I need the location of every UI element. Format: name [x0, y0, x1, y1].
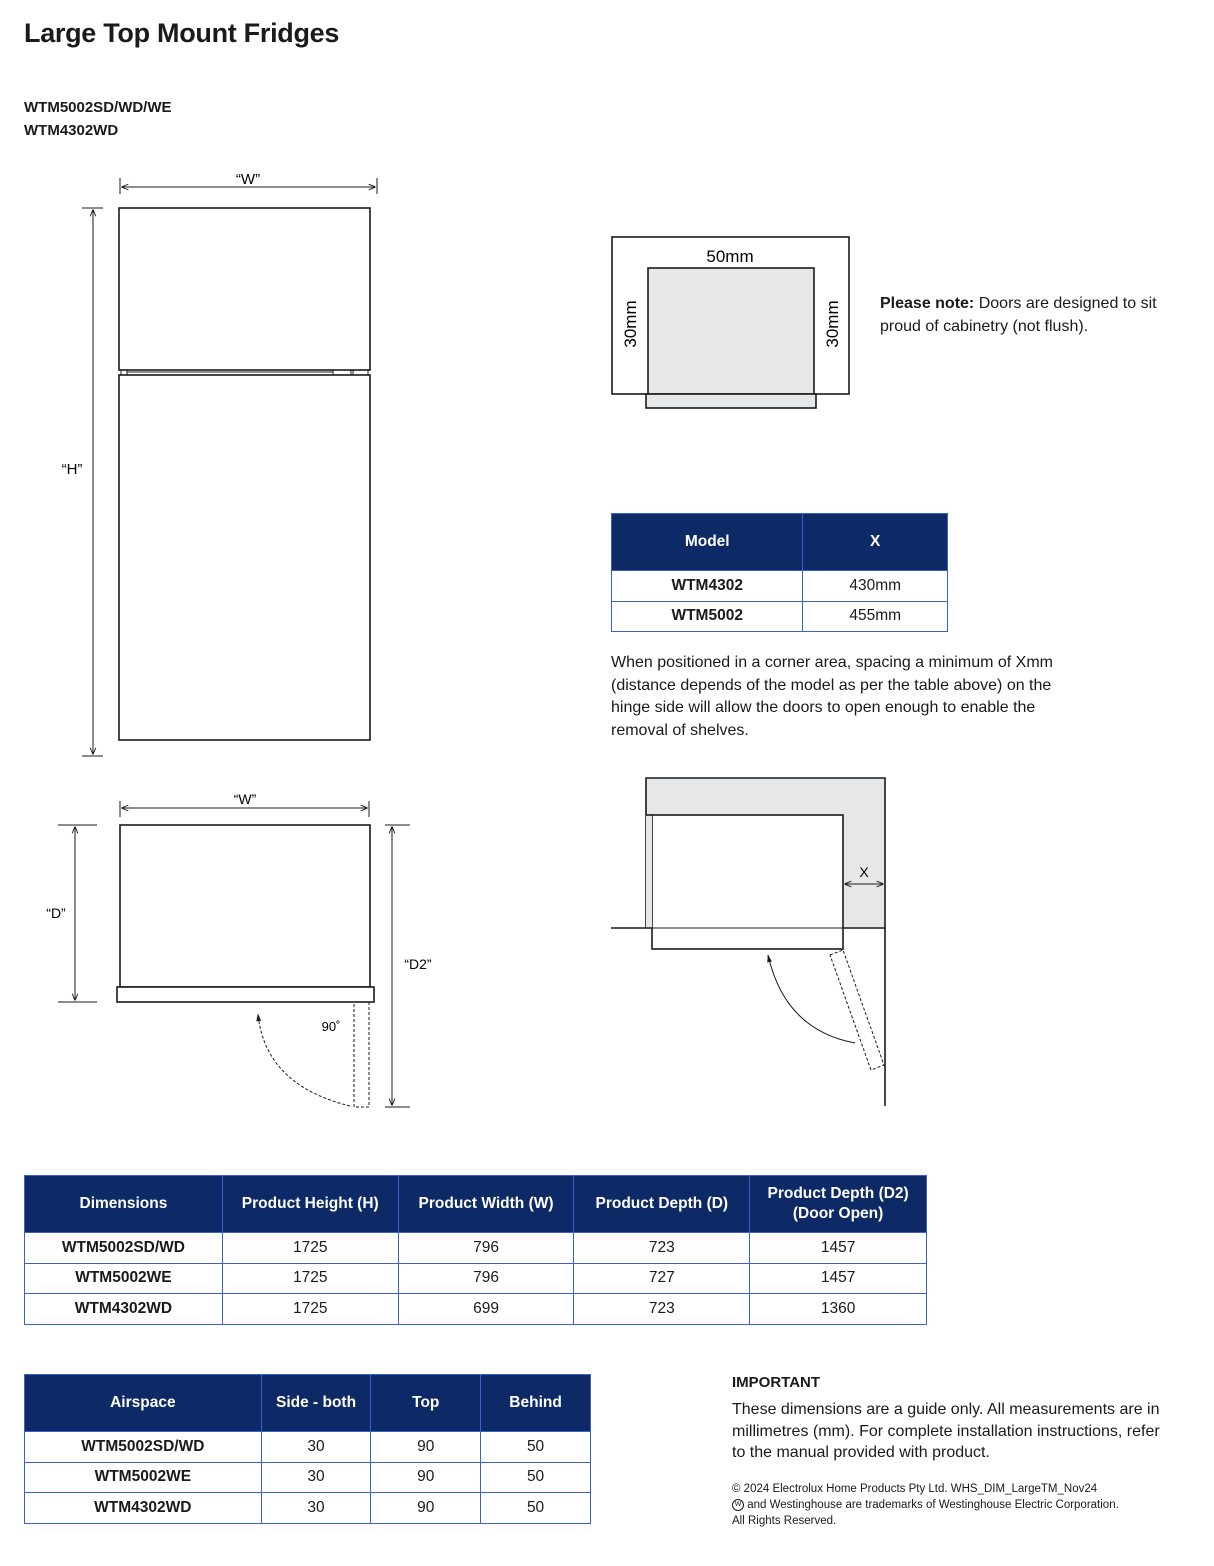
door-closed-top	[117, 987, 374, 1002]
door-open-corner	[830, 950, 884, 1070]
dimensions-table	[24, 1175, 927, 1325]
dim-width: 699	[398, 1294, 574, 1325]
dim-model: WTM5002WE	[25, 1263, 223, 1294]
note-text: Doors are designed to sit proud of cabinetry (not flush).	[880, 295, 1157, 335]
trademark-line	[732, 1497, 1172, 1513]
dim-height: 1725	[222, 1263, 398, 1294]
dim-depth: 723	[574, 1294, 750, 1325]
important-heading: IMPORTANT	[732, 1374, 821, 1391]
depth-open-label: “D2”	[404, 956, 432, 972]
dim-width: 796	[398, 1233, 574, 1264]
cabinet-gap-diagram	[612, 237, 849, 408]
table-row	[25, 1263, 927, 1294]
table-row	[25, 1294, 927, 1325]
air-model: WTM5002WE	[25, 1462, 262, 1493]
air-header: Top	[371, 1375, 481, 1432]
width-label: “W”	[235, 171, 261, 188]
airspace-table	[24, 1374, 591, 1524]
dim-height: 1725	[222, 1233, 398, 1264]
air-model: WTM5002SD/WD	[25, 1432, 262, 1463]
air-top: 90	[371, 1432, 481, 1463]
dim-model: WTM4302WD	[25, 1294, 223, 1325]
footer	[732, 1481, 1172, 1529]
top-view-diagram	[46, 791, 432, 1107]
corner-instructions: When positioned in a corner area, spacing a minimum of Xmm (distance depends of the model as per the table above) on the hinge side will allow the doors to open enough to enable the removal of shelves.	[611, 654, 1053, 739]
air-behind: 50	[481, 1493, 591, 1524]
dim-header: Product Width (W)	[398, 1176, 574, 1233]
important-text: These dimensions are a guide only. All measurements are in millimetres (mm). For complete installation instructions, refer to the manual provided with product.	[732, 1401, 1160, 1461]
height-label: “H”	[61, 461, 83, 478]
westinghouse-logo-icon: W	[732, 1499, 744, 1511]
dim-depth-open: 1360	[750, 1294, 927, 1325]
front-view-diagram	[62, 171, 377, 756]
x-table	[611, 513, 948, 632]
x-table-value: 455mm	[803, 601, 948, 632]
note-bold: Please note:	[880, 295, 975, 312]
copyright-line: © 2024 Electrolux Home Products Pty Ltd. WHS_DIM_LargeTM_Nov24	[732, 1483, 1098, 1495]
air-behind: 50	[481, 1462, 591, 1493]
important-notice	[732, 1374, 1172, 1464]
model-line-2: WTM4302WD	[24, 122, 119, 139]
air-header: Behind	[481, 1375, 591, 1432]
fridge-door	[119, 375, 370, 740]
dim-height: 1725	[222, 1294, 398, 1325]
fridge-in-corner	[652, 815, 843, 949]
page-title: Large Top Mount Fridges	[24, 18, 340, 48]
air-model: WTM4302WD	[25, 1493, 262, 1524]
x-table-value: 430mm	[803, 571, 948, 602]
dim-header: Product Height (H)	[222, 1176, 398, 1233]
dim-width: 796	[398, 1263, 574, 1294]
x-table-header-model: Model	[612, 514, 803, 571]
air-header: Airspace	[25, 1375, 262, 1432]
dim-header: Dimensions	[25, 1176, 223, 1233]
fridge-body-top	[120, 825, 370, 987]
air-top: 90	[371, 1462, 481, 1493]
fridge-doors-proud	[646, 394, 816, 408]
fridge-in-cabinet	[648, 268, 814, 394]
freezer-door	[119, 208, 370, 370]
dim-depth-open: 1457	[750, 1233, 927, 1264]
dim-model: WTM5002SD/WD	[25, 1233, 223, 1264]
dim-depth-open: 1457	[750, 1263, 927, 1294]
air-side: 30	[261, 1462, 371, 1493]
dim-depth: 723	[574, 1233, 750, 1264]
air-top: 90	[371, 1493, 481, 1524]
air-behind: 50	[481, 1432, 591, 1463]
please-note	[880, 292, 1180, 338]
gap-right-label: 30mm	[823, 300, 842, 348]
dim-depth: 727	[574, 1263, 750, 1294]
gap-left-label: 30mm	[621, 300, 640, 348]
rights-line: All Rights Reserved.	[732, 1515, 837, 1527]
depth-label: “D”	[46, 905, 66, 921]
x-table-model: WTM4302	[612, 571, 803, 602]
clearance-label: X	[859, 864, 869, 880]
table-row	[25, 1233, 927, 1264]
air-header: Side - both	[261, 1375, 371, 1432]
table-row	[25, 1493, 591, 1524]
table-row	[25, 1462, 591, 1493]
table-row	[25, 1432, 591, 1463]
corner-clearance-diagram	[611, 778, 885, 1106]
dim-header: Product Depth (D2) (Door Open)	[750, 1176, 927, 1233]
trademark-text: and Westinghouse are trademarks of Westinghouse Electric Corporation.	[744, 1499, 1119, 1511]
air-side: 30	[261, 1493, 371, 1524]
air-side: 30	[261, 1432, 371, 1463]
x-table-model: WTM5002	[612, 601, 803, 632]
model-line-1: WTM5002SD/WD/WE	[24, 99, 172, 116]
gap-top-label: 50mm	[706, 247, 754, 266]
width-label-top: “W”	[233, 791, 257, 807]
angle-label: 90˚	[321, 1019, 341, 1034]
door-open-outline	[354, 1002, 369, 1107]
dim-header: Product Depth (D)	[574, 1176, 750, 1233]
x-table-header-x: X	[803, 514, 948, 571]
